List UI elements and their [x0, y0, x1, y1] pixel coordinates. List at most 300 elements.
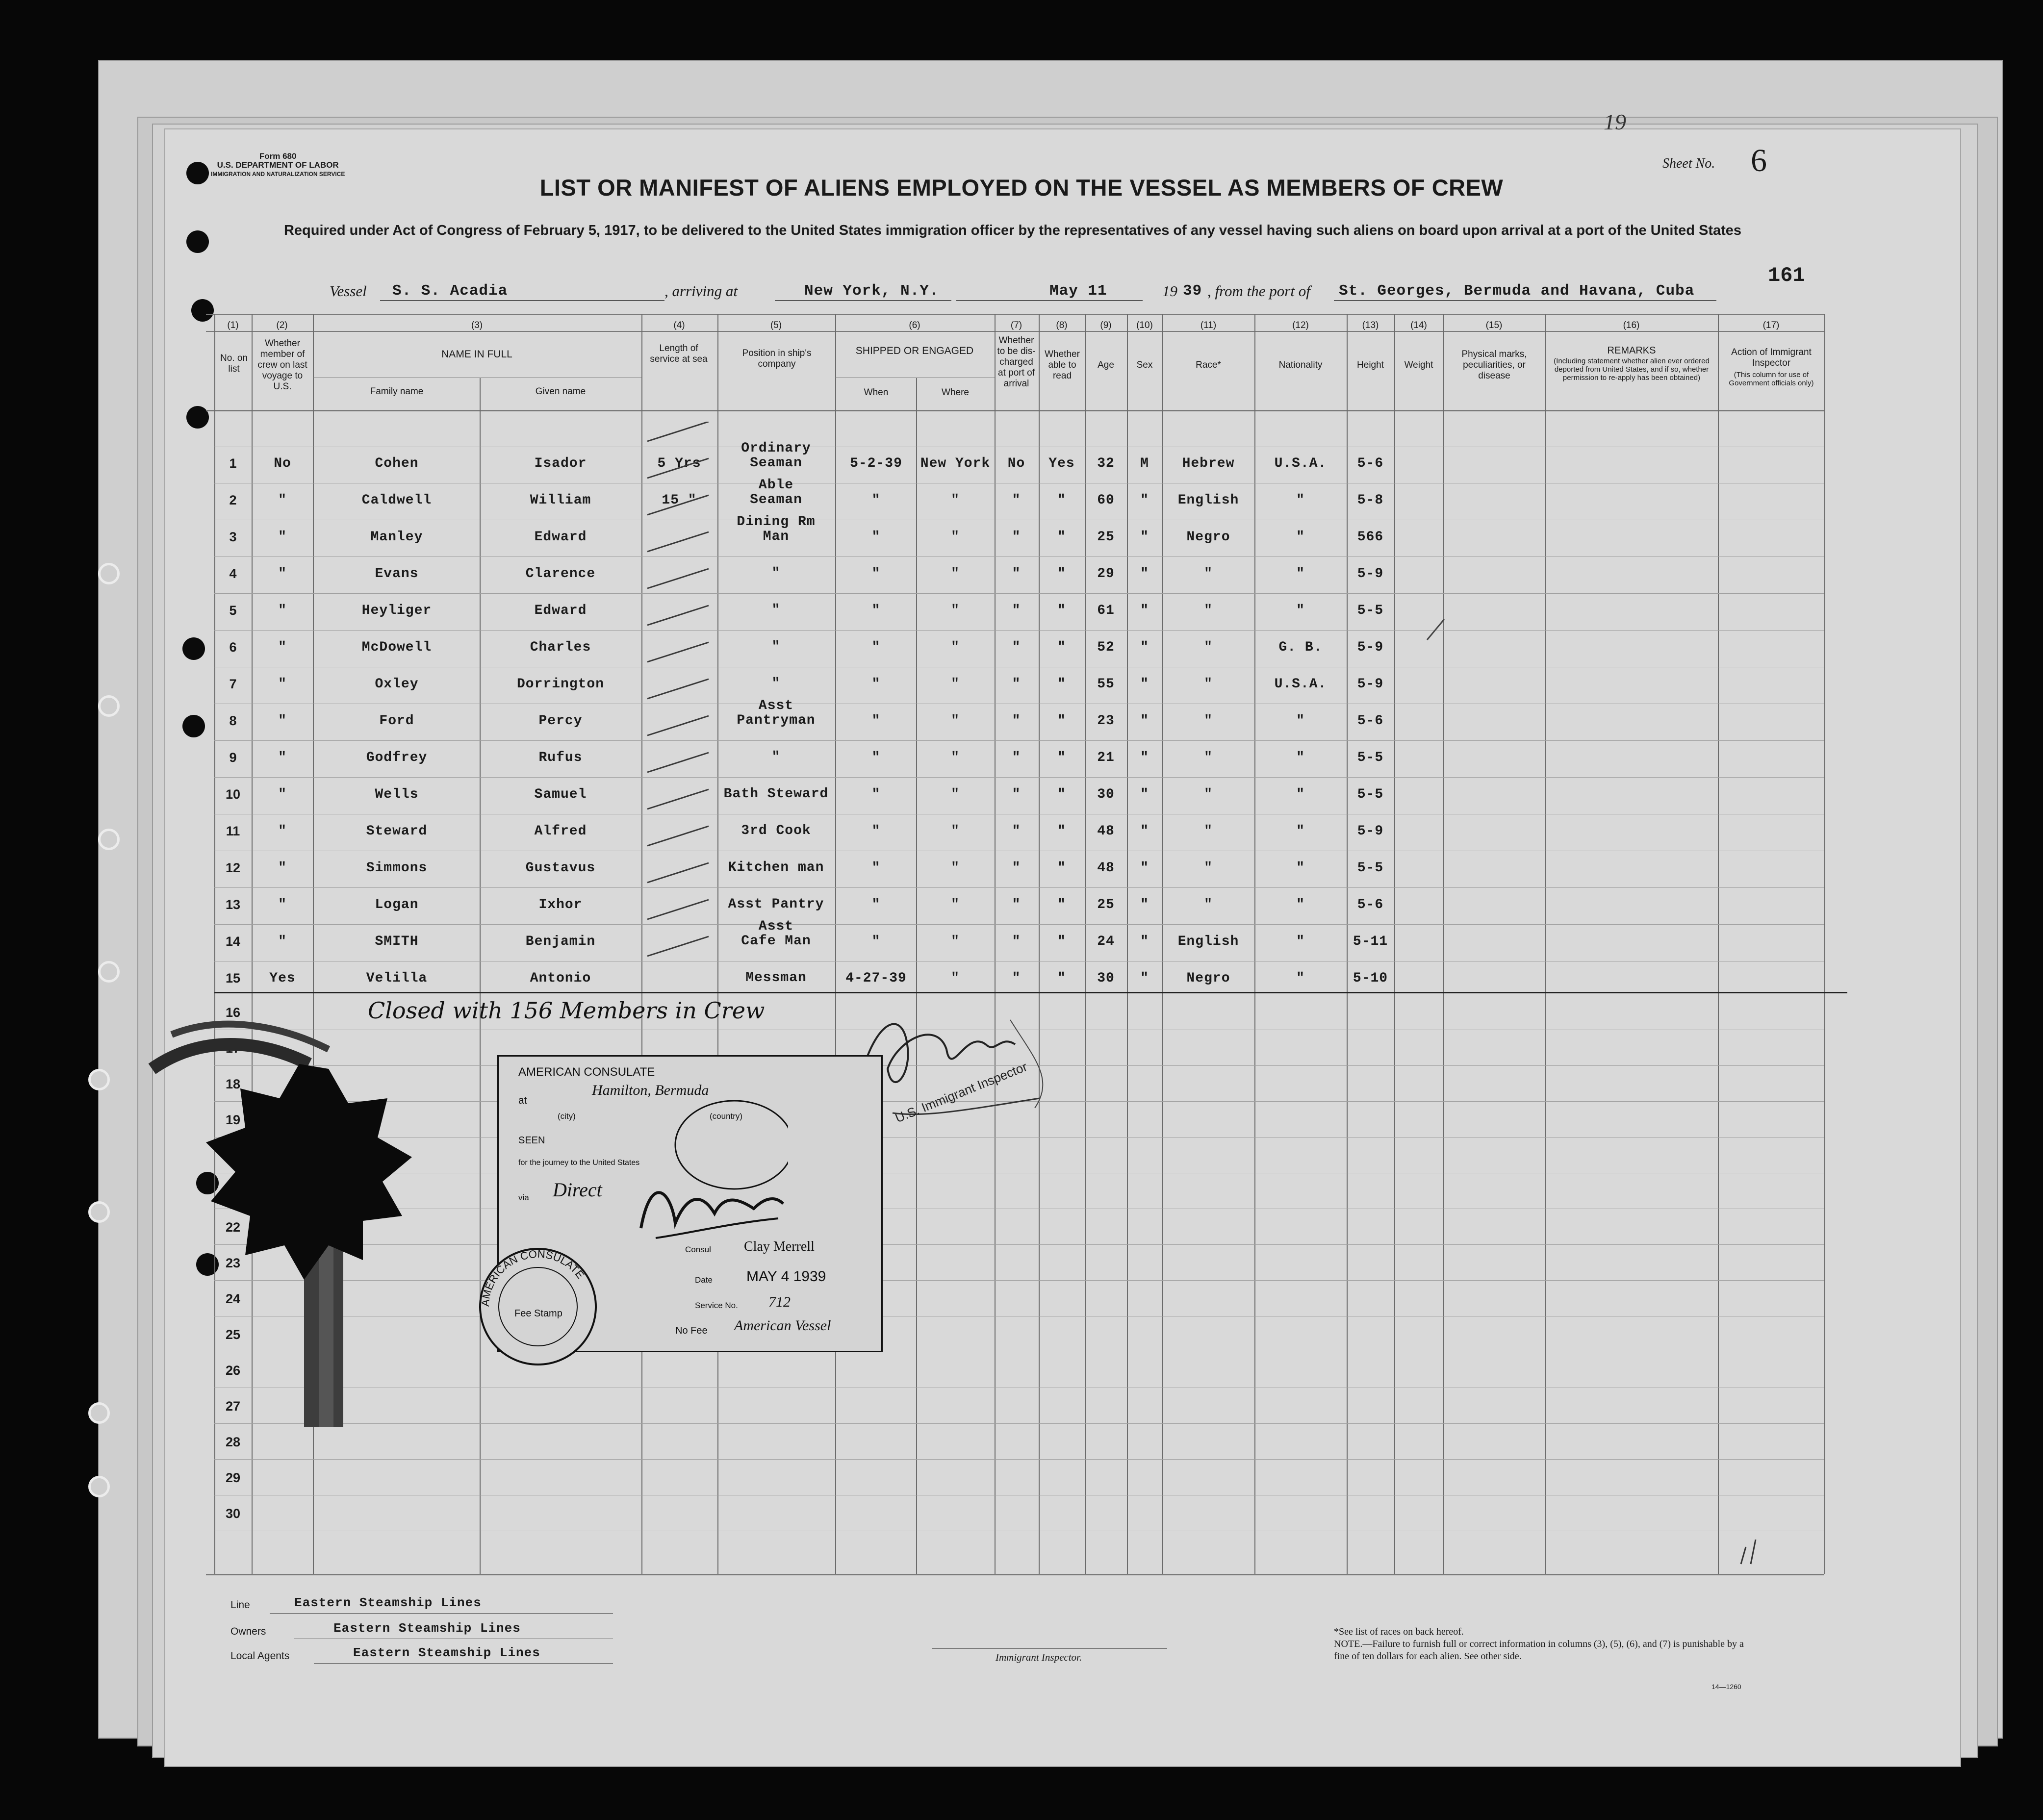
cell-where: " — [951, 530, 960, 545]
cell-given: Charles — [530, 640, 591, 655]
year-value: 39 — [1183, 282, 1202, 300]
empty-row-number: 30 — [225, 1506, 241, 1521]
stamp-service-value: 712 — [768, 1294, 791, 1310]
empty-row-number: 16 — [225, 1005, 241, 1020]
cell-where: " — [951, 934, 960, 949]
service-name: IMMIGRATION AND NATURALIZATION SERVICE — [211, 171, 345, 177]
cell-discharged: " — [1012, 493, 1021, 508]
arrival-date: May 11 — [1049, 282, 1107, 300]
cell-given: Percy — [538, 713, 583, 729]
cell-race: English — [1177, 493, 1239, 508]
cell-read: Yes — [1048, 456, 1075, 471]
cell-height: 5-5 — [1357, 860, 1384, 876]
cell-where: " — [951, 971, 960, 986]
empty-row-number: 29 — [225, 1470, 241, 1485]
cell-member: Yes — [269, 971, 296, 986]
cell-where: " — [951, 677, 960, 692]
cell-family: Velilla — [366, 971, 428, 986]
cell-race: Negro — [1186, 530, 1230, 545]
footer-note-text: NOTE.—Failure to furnish full or correct information in columns (3), (5), (6), and (7) is punishable by a fine of ten dollars for each alien. See other side. — [1334, 1639, 1744, 1662]
cell-position-line2: Seaman — [750, 455, 802, 471]
from-ports: St. Georges, Bermuda and Havana, Cuba — [1339, 282, 1695, 300]
cell-read: " — [1057, 566, 1066, 581]
header-age: Age — [1098, 360, 1114, 370]
cell-age: 30 — [1097, 971, 1115, 986]
row-number: 11 — [226, 824, 240, 838]
cell-height: 5-5 — [1357, 603, 1384, 618]
stamp-at-value: Hamilton, Bermuda — [592, 1082, 709, 1098]
cell-age: 32 — [1097, 456, 1115, 471]
cell-given: William — [530, 493, 591, 508]
row-number: 7 — [229, 677, 237, 691]
cell-position-line2: " — [771, 676, 781, 691]
cell-when: " — [871, 713, 881, 729]
row-number: 5 — [229, 603, 237, 618]
row-number: 10 — [225, 787, 241, 802]
header-shipped: SHIPPED OR ENGAGED — [855, 345, 974, 356]
cell-given: Rufus — [538, 750, 583, 765]
cell-discharged: " — [1012, 787, 1021, 802]
cell-height: 5-10 — [1353, 971, 1388, 986]
cell-age: 29 — [1097, 566, 1115, 581]
row-number: 2 — [229, 493, 237, 507]
cell-race: Hebrew — [1182, 456, 1235, 471]
cell-member: " — [278, 640, 287, 655]
cell-member: " — [278, 493, 287, 508]
colnum-1: (1) — [227, 320, 239, 330]
cell-discharged: " — [1012, 897, 1021, 912]
cell-discharged: " — [1012, 640, 1021, 655]
colnum-7: (7) — [1010, 320, 1022, 330]
cell-family: McDowell — [361, 640, 432, 655]
colnum-11: (11) — [1200, 320, 1217, 330]
cell-given: Ixhor — [538, 897, 583, 912]
cell-sex: " — [1140, 677, 1149, 692]
colnum-17: (17) — [1762, 320, 1780, 330]
colnum-8: (8) — [1056, 320, 1068, 330]
vessel-label: Vessel — [330, 282, 367, 300]
cell-height: 5-11 — [1353, 934, 1388, 949]
stamp-country-label: (country) — [710, 1112, 743, 1121]
cell-position-line1: Able — [758, 478, 794, 493]
colnum-2: (2) — [276, 320, 288, 330]
colnum-4: (4) — [673, 320, 685, 330]
cell-family: Cohen — [375, 456, 419, 471]
cell-member: " — [278, 750, 287, 765]
cell-race: " — [1204, 640, 1213, 655]
cell-when: " — [871, 860, 881, 876]
colnum-12: (12) — [1292, 320, 1309, 330]
cell-height: 5-9 — [1357, 640, 1384, 655]
top-number: 19 — [1604, 109, 1626, 134]
cell-race: " — [1204, 750, 1213, 765]
stamp-city-label: (city) — [558, 1112, 576, 1121]
cell-age: 23 — [1097, 713, 1115, 729]
cell-where: " — [951, 897, 960, 912]
cell-nationality: " — [1296, 530, 1305, 545]
cell-race: English — [1177, 934, 1239, 949]
cell-member: " — [278, 530, 287, 545]
header-discharged: Whether to be dis-charged at port of arrival — [997, 335, 1036, 389]
cell-given: Benjamin — [525, 934, 596, 949]
cell-family: Ford — [379, 713, 414, 729]
cell-discharged: " — [1012, 677, 1021, 692]
cell-family: SMITH — [375, 934, 419, 949]
cell-member: " — [278, 860, 287, 876]
stamp-date-label: Date — [695, 1275, 713, 1285]
cell-nationality: " — [1296, 750, 1305, 765]
cell-where: " — [951, 750, 960, 765]
colnum-3: (3) — [471, 320, 483, 330]
colnum-13: (13) — [1362, 320, 1379, 330]
cell-given: Samuel — [534, 787, 587, 802]
cell-where: " — [951, 603, 960, 618]
cell-nationality: " — [1296, 971, 1305, 986]
cell-given: Alfred — [534, 824, 587, 839]
vessel-name: S. S. Acadia — [392, 282, 508, 300]
cell-discharged: " — [1012, 750, 1021, 765]
cell-position-line1: Asst — [758, 698, 794, 713]
cell-sex: " — [1140, 640, 1149, 655]
cell-sex: " — [1140, 971, 1149, 986]
cell-nationality: " — [1296, 787, 1305, 802]
cell-sex: " — [1140, 603, 1149, 618]
cell-when: " — [871, 493, 881, 508]
cell-read: " — [1057, 603, 1066, 618]
cell-when: " — [871, 603, 881, 618]
row-number: 8 — [229, 713, 237, 728]
header-when: When — [864, 387, 889, 398]
cell-member: " — [278, 603, 287, 618]
cell-given: Edward — [534, 530, 587, 545]
cell-read: " — [1057, 750, 1066, 765]
cell-discharged: " — [1012, 566, 1021, 581]
arriving-port: New York, N.Y. — [804, 282, 939, 300]
empty-row-number: 28 — [225, 1435, 241, 1449]
cell-position-line2: " — [771, 566, 781, 581]
corner-tick-mark — [1736, 1535, 1765, 1569]
footer-see-list: *See list of races on back hereof. — [1334, 1626, 1464, 1637]
cell-sex: M — [1140, 456, 1149, 471]
cell-race: " — [1204, 860, 1213, 876]
cell-family: Simmons — [366, 860, 428, 876]
cell-position-line2: Man — [763, 529, 790, 544]
header-nationality: Nationality — [1278, 360, 1323, 370]
consulate-fee-seal — [474, 1243, 602, 1370]
cell-position-line2: " — [771, 639, 781, 655]
cell-sex: " — [1140, 897, 1149, 912]
cell-family: Oxley — [375, 677, 419, 692]
cell-nationality: " — [1296, 824, 1305, 839]
stamp-fee-label: No Fee — [675, 1325, 708, 1336]
page-number: 161 — [1768, 264, 1805, 287]
stamp-via-value: Direct — [553, 1179, 602, 1201]
cell-member: " — [278, 713, 287, 729]
cell-discharged: " — [1012, 530, 1021, 545]
header-remarks: REMARKS — [1607, 345, 1656, 356]
cell-read: " — [1057, 677, 1066, 692]
sheet-label: Sheet No. — [1662, 156, 1715, 171]
cell-length: 5 Yrs — [657, 456, 701, 471]
cell-race: Negro — [1186, 971, 1230, 986]
year-prefix: 19 — [1162, 282, 1177, 300]
empty-row-number: 23 — [225, 1256, 241, 1270]
cell-given: Edward — [534, 603, 587, 618]
header-physical: Physical marks, peculiarities, or disease — [1461, 349, 1527, 381]
cell-position-line2: " — [771, 750, 781, 765]
footer-owners-value: Eastern Steamship Lines — [333, 1621, 521, 1636]
row-number: 3 — [229, 530, 237, 544]
cell-when: " — [871, 934, 881, 949]
header-no-on-list: No. on list — [220, 353, 248, 374]
page-subtitle: Required under Act of Congress of February 5, 1917, to be delivered to the United States immigration officer by the representatives of any vessel having such aliens on board upon arrival at a port of the United States — [283, 223, 1742, 238]
cell-given: Isador — [534, 456, 587, 471]
cell-family: Heyliger — [361, 603, 432, 618]
header-remarks-note: (Including statement whether alien ever ordered deported from United States, and if so, whether permission to re-apply has been obtained) — [1554, 357, 1710, 382]
cell-nationality: " — [1296, 493, 1305, 508]
cell-member: " — [278, 677, 287, 692]
colnum-9: (9) — [1100, 320, 1112, 330]
stamp-journey: for the journey to the United States — [518, 1159, 640, 1167]
cell-nationality: G. B. — [1278, 640, 1323, 655]
header-action: Action of Immigrant Inspector — [1731, 347, 1812, 368]
cell-sex: " — [1140, 493, 1149, 508]
cell-where: " — [951, 860, 960, 876]
stamp-seen: SEEN — [518, 1135, 545, 1146]
cell-age: 48 — [1097, 824, 1115, 839]
header-height: Height — [1357, 360, 1384, 370]
cell-position-line2: Kitchen man — [728, 860, 824, 875]
cell-given: Clarence — [525, 566, 596, 581]
cell-height: 5-9 — [1357, 824, 1384, 839]
stamp-header: AMERICAN CONSULATE — [518, 1065, 655, 1079]
department: U.S. DEPARTMENT OF LABOR — [217, 160, 339, 170]
empty-row-number: 17 — [225, 1041, 241, 1056]
footer-line-label: Line — [230, 1599, 250, 1611]
consulate-stamp — [479, 1055, 883, 1352]
arriving-label: , arriving at — [664, 282, 738, 300]
row-number: 14 — [225, 934, 241, 949]
row-number: 4 — [229, 566, 237, 581]
cell-family: Godfrey — [366, 750, 428, 765]
closing-note: Closed with 156 Members in Crew — [368, 997, 765, 1024]
cell-sex: " — [1140, 934, 1149, 949]
cell-position-line2: Seaman — [750, 492, 802, 507]
cell-sex: " — [1140, 860, 1149, 876]
cell-read: " — [1057, 824, 1066, 839]
cell-sex: " — [1140, 530, 1149, 545]
cell-when: " — [871, 677, 881, 692]
header-weight: Weight — [1404, 360, 1433, 370]
row-number: 12 — [225, 860, 241, 875]
cell-discharged: " — [1012, 713, 1021, 729]
cell-sex: " — [1140, 824, 1149, 839]
empty-row-number: 26 — [225, 1363, 241, 1378]
stamp-consul-label: Consul — [685, 1245, 711, 1254]
cell-family: Evans — [375, 566, 419, 581]
header-length-service: Length of service at sea — [650, 343, 708, 364]
cell-race: " — [1204, 824, 1213, 839]
cell-read: " — [1057, 860, 1066, 876]
empty-row-number: 27 — [225, 1399, 241, 1414]
cell-member: " — [278, 566, 287, 581]
cell-age: 25 — [1097, 530, 1115, 545]
colnum-14: (14) — [1410, 320, 1427, 330]
cell-discharged: " — [1012, 860, 1021, 876]
colnum-15: (15) — [1485, 320, 1503, 330]
cell-length: 15 " — [662, 493, 697, 508]
stamp-service-label: Service No. — [695, 1301, 738, 1310]
cell-race: " — [1204, 677, 1213, 692]
cell-family: Wells — [375, 787, 419, 802]
cell-when: " — [871, 640, 881, 655]
footer-agents-label: Local Agents — [230, 1650, 290, 1662]
cell-position-line2: Asst Pantry — [728, 897, 824, 912]
cell-height: 566 — [1357, 530, 1384, 545]
cell-position-line1: Dining Rm — [737, 514, 816, 530]
cell-where: " — [951, 566, 960, 581]
cell-family: Manley — [370, 530, 423, 545]
cell-read: " — [1057, 787, 1066, 802]
cell-age: 52 — [1097, 640, 1115, 655]
seal-inner-text: Fee Stamp — [514, 1308, 562, 1319]
cell-nationality: " — [1296, 897, 1305, 912]
footer-agents-value: Eastern Steamship Lines — [353, 1645, 540, 1660]
cell-where: " — [951, 713, 960, 729]
cell-sex: " — [1140, 566, 1149, 581]
cell-read: " — [1057, 493, 1066, 508]
cell-where: " — [951, 640, 960, 655]
cell-position-line2: Messman — [745, 970, 807, 986]
cell-when: " — [871, 566, 881, 581]
cell-position-line2: 3rd Cook — [741, 823, 811, 838]
cell-height: 5-6 — [1357, 713, 1384, 729]
seal-text: AMERICAN CONSULATE — [479, 1247, 587, 1307]
cell-where: " — [951, 824, 960, 839]
row-number: 15 — [225, 971, 241, 986]
cell-position-line2: Cafe Man — [741, 934, 811, 949]
cell-age: 24 — [1097, 934, 1115, 949]
inspector-signature — [848, 1000, 1123, 1147]
cell-age: 30 — [1097, 787, 1115, 802]
cell-read: " — [1057, 640, 1066, 655]
footer-inspector-label: Immigrant Inspector. — [996, 1651, 1082, 1663]
sheet-number: 6 — [1751, 143, 1767, 178]
cell-nationality: " — [1296, 934, 1305, 949]
cell-when: " — [871, 787, 881, 802]
header-read: Whether able to read — [1045, 349, 1080, 381]
cell-age: 60 — [1097, 493, 1115, 508]
cell-when: " — [871, 750, 881, 765]
cell-where: New York — [920, 456, 991, 471]
cell-nationality: " — [1296, 603, 1305, 618]
header-position: Position in ship's company — [742, 348, 812, 369]
from-label: , from the port of — [1207, 282, 1310, 300]
empty-row-number: 24 — [225, 1291, 241, 1306]
cell-height: 5-9 — [1357, 677, 1384, 692]
cell-race: " — [1204, 603, 1213, 618]
stamp-via-label: via — [518, 1193, 529, 1202]
cell-member: " — [278, 824, 287, 839]
cell-position-line1: Asst — [758, 919, 794, 934]
cell-when: " — [871, 824, 881, 839]
form-number: Form 680 — [259, 152, 297, 161]
stamp-consul-value: Clay Merrell — [744, 1239, 815, 1254]
cell-where: " — [951, 493, 960, 508]
cell-member: " — [278, 897, 287, 912]
cell-member: No — [274, 456, 291, 471]
cell-height: 5-6 — [1357, 897, 1384, 912]
cell-position-line2: Bath Steward — [723, 786, 829, 802]
cell-family: Steward — [366, 824, 428, 839]
cell-given: Gustavus — [525, 860, 596, 876]
inspector-stamp-text: U.S. Immigrant Inspector — [893, 1059, 1029, 1126]
cell-nationality: " — [1296, 860, 1305, 876]
cell-when: " — [871, 530, 881, 545]
page-title: LIST OR MANIFEST OF ALIENS EMPLOYED ON THE VESSEL AS MEMBERS OF CREW — [539, 175, 1504, 201]
cell-sex: " — [1140, 750, 1149, 765]
cell-where: " — [951, 787, 960, 802]
colnum-6: (6) — [909, 320, 920, 330]
consul-signature — [631, 1076, 788, 1263]
cell-read: " — [1057, 897, 1066, 912]
cell-nationality: U.S.A. — [1274, 456, 1327, 471]
cell-family: Caldwell — [361, 493, 432, 508]
cell-race: " — [1204, 713, 1213, 729]
header-whether-member: Whether member of crew on last voyage to U.S. — [257, 338, 307, 392]
cell-member: " — [278, 934, 287, 949]
cell-position-line2: Pantryman — [737, 713, 816, 728]
cell-race: " — [1204, 897, 1213, 912]
row-number: 13 — [225, 897, 241, 912]
cell-discharged: " — [1012, 971, 1021, 986]
footer-owners-label: Owners — [230, 1626, 266, 1637]
row-number: 1 — [229, 456, 237, 471]
cell-height: 5-5 — [1357, 750, 1384, 765]
cell-discharged: " — [1012, 824, 1021, 839]
header-race: Race* — [1196, 360, 1221, 370]
cell-height: 5-8 — [1357, 493, 1384, 508]
footer-line-value: Eastern Steamship Lines — [294, 1595, 482, 1610]
cell-discharged: " — [1012, 934, 1021, 949]
wax-seal — [74, 1005, 446, 1456]
cell-race: " — [1204, 566, 1213, 581]
colnum-16: (16) — [1623, 320, 1640, 330]
header-sex: Sex — [1136, 360, 1153, 370]
header-given-name: Given name — [535, 386, 586, 397]
stamp-date-value: MAY 4 1939 — [746, 1268, 826, 1285]
row-number: 6 — [229, 640, 237, 655]
cell-height: 5-6 — [1357, 456, 1384, 471]
cell-nationality: U.S.A. — [1274, 677, 1327, 692]
footer-form-code: 14—1260 — [1711, 1683, 1741, 1691]
cell-age: 48 — [1097, 860, 1115, 876]
cell-member: " — [278, 787, 287, 802]
cell-read: " — [1057, 934, 1066, 949]
length-strokes — [638, 422, 721, 981]
cell-discharged: No — [1007, 456, 1025, 471]
cell-when: 5-2-39 — [850, 456, 902, 471]
header-where: Where — [942, 387, 969, 398]
cell-nationality: " — [1296, 713, 1305, 729]
empty-row-number: 22 — [225, 1220, 241, 1235]
cell-read: " — [1057, 713, 1066, 729]
cell-age: 25 — [1097, 897, 1115, 912]
stamp-fee-value: American Vessel — [734, 1317, 831, 1334]
cell-given: Dorrington — [516, 677, 605, 692]
empty-row-number: 19 — [225, 1112, 241, 1127]
cell-age: 55 — [1097, 677, 1115, 692]
